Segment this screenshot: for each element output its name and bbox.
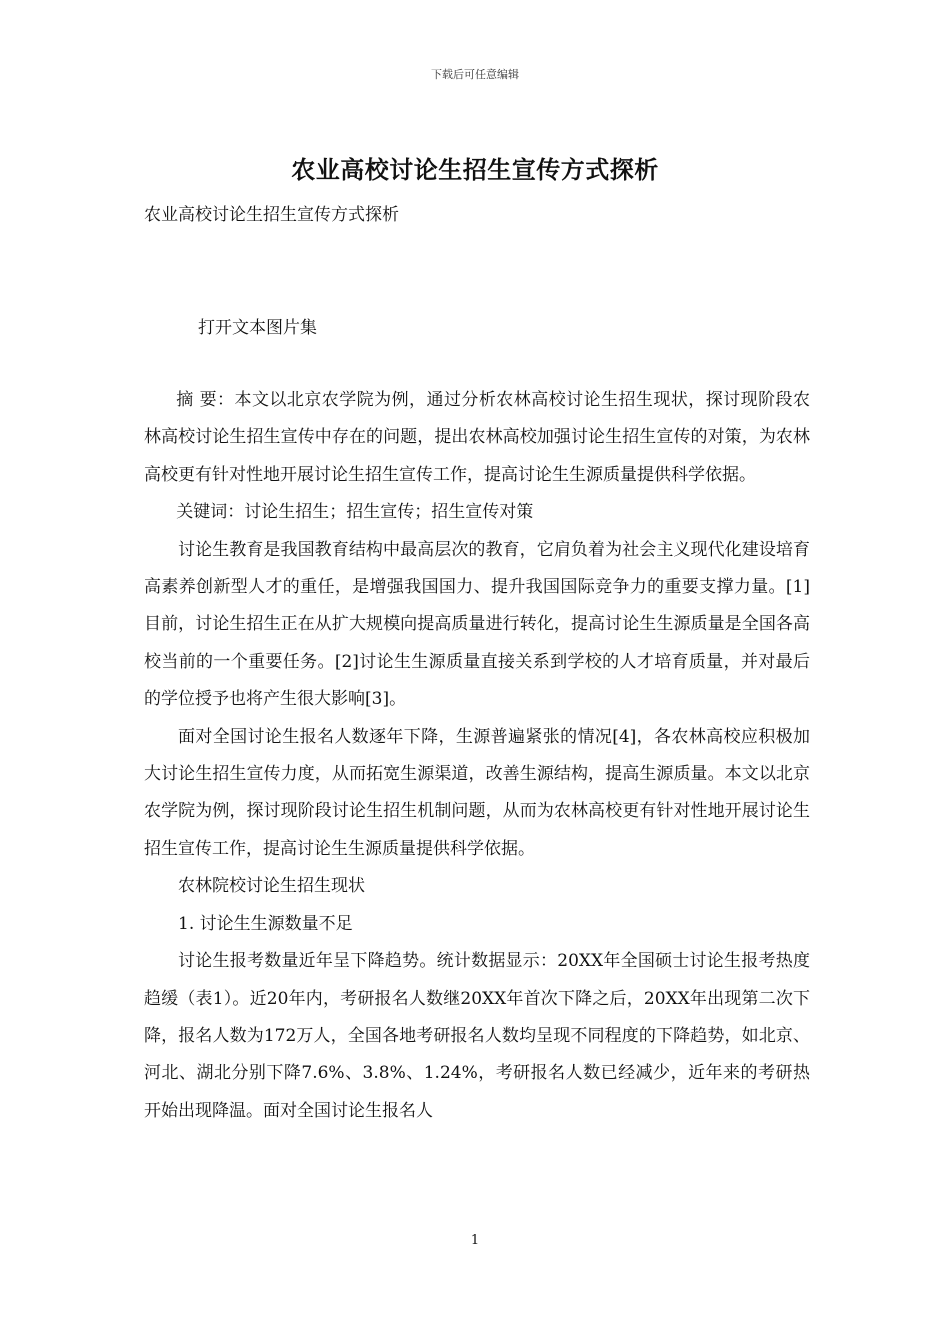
abstract-paragraph: 摘 要：本文以北京农学院为例，通过分析农林高校讨论生招生现状，探讨现阶段农林高校讨论生招生宣传中存在的问题，提出农林高校加强讨论生招生宣传的对策，为农林高校更有针对性地开展讨论生招生宣传工作，提高讨论生生源质量提供科学依据。 [144,390,810,485]
page-header-note: 下载后可任意编辑 [431,68,519,81]
open-image-gallery-text: 打开文本图片集 [198,318,317,338]
body-paragraph: 讨论生教育是我国教育结构中最高层次的教育，它肩负着为社会主义现代化建设培育高素养创新型人才的重任，是增强我国国力、提升我国国际竞争力的重要支撑力量。[1]目前，讨论生招生正在从扩大规模向提高质量进行转化，提高讨论生生源质量是全国各高校当前的一个重要任务。[2]讨论生生源质量直接关系到学校的人才培育质量，并对最后的学位授予也将产生很大影响[3]。 [144,539,810,710]
document-title: 农业高校讨论生招生宣传方式探析 [291,155,659,184]
subsection-heading: 1. 讨论生生源数量不足 [178,913,353,934]
document-body [144,382,810,1130]
body-paragraph: 面对全国讨论生报名人数逐年下降，生源普遍紧张的情况[4]，各农林高校应积极加大讨论生招生宣传力度，从而拓宽生源渠道，改善生源结构，提高生源质量。本文以北京农学院为例，探讨现阶段讨论生招生机制问题，从而为农林高校更有针对性地开展讨论生招生宣传工作，提高讨论生生源质量提供科学依据。 [144,726,810,859]
keywords-paragraph: 关键词：讨论生招生；招生宣传；招生宣传对策 [176,502,534,523]
page-number: 1 [470,1233,480,1248]
body-paragraph: 讨论生报考数量近年呈下降趋势。统计数据显示：20XX年全国硕士讨论生报考热度趋缓（表1）。近20年内，考研报名人数继20XX年首次下降之后，20XX年出现第二次下降，报名人数为172万人，全国各地考研报名人数均呈现不同程度的下降趋势，如北京、河北、湖北分别下降7.6%、3.8%、1.24%，考研报名人数已经减少，近年来的考研热开始出现降温。面对全国讨论生报名人 [144,951,810,1121]
section-heading: 农林院校讨论生招生现状 [178,876,365,897]
document-subtitle: 农业高校讨论生招生宣传方式探析 [144,205,399,225]
